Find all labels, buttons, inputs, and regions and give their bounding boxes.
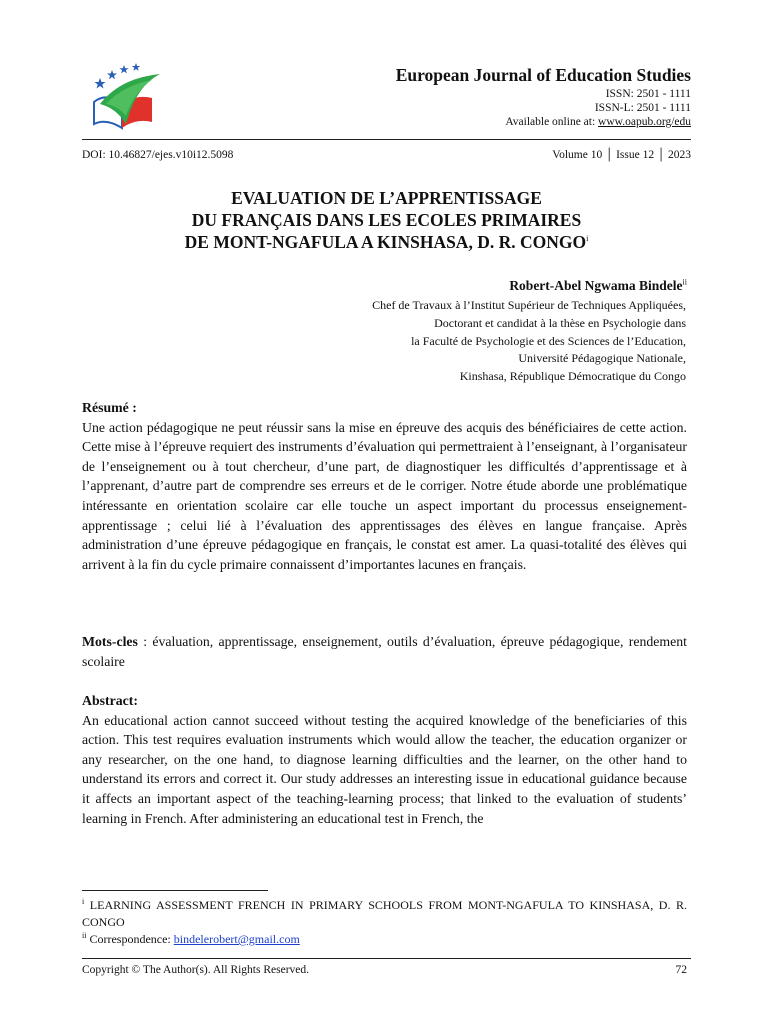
- abstract-heading: Abstract:: [82, 693, 138, 708]
- author: [509, 278, 687, 294]
- resume-heading: Résumé :: [82, 400, 137, 415]
- footer-rule: [82, 958, 691, 959]
- availability: [396, 115, 691, 129]
- abstract-text: An educational action cannot succeed without testing the acquired knowledge of the beneficiaries of this action. This test requires evaluation instruments which would allow the teacher, the education organizer or any researcher, on the one hand, to diagnose learning difficulties and the learner, on the other hand to understand its errors and correct it. Our study addresses an interesting issue in educational guidance because it affects an important aspect of the teaching-learning process; that linked to the evaluation of students’ learning in French. After administering an educational test in French, the: [82, 712, 687, 826]
- correspondence-email-link[interactable]: bindelerobert@gmail.com: [173, 932, 300, 946]
- footnote-2-mark: ii: [82, 931, 87, 940]
- author-footnote-mark: ii: [682, 277, 687, 287]
- author-affiliation: [372, 297, 686, 386]
- journal-logo-icon: [86, 58, 166, 138]
- page-footer: [82, 964, 687, 976]
- footnote-1-text: LEARNING ASSESSMENT FRENCH IN PRIMARY SCHOOLS FROM MONT-NGAFULA TO KINSHASA, D. R. CONGO: [82, 898, 687, 929]
- keywords-label: Mots-cles: [82, 634, 138, 649]
- affiliation-line: Kinshasa, République Démocratique du Congo: [459, 369, 686, 384]
- header-rule: [82, 139, 691, 140]
- doi: DOI: 10.46827/ejes.v10i12.5098: [82, 149, 234, 161]
- journal-info: [396, 64, 691, 129]
- resume-text: Une action pédagogique ne peut réussir sans la mise en épreuve des acquis des bénéficiaires de cette action. Cette mise à l’épreuve requiert des instruments d’évaluation qui permettraient à l’enseignant, à l’organisateur de l’enseignement ou à tout chercheur, d’une part, de diagnostiquer les difficultés d’apprentissage et à l’apprenant, d’autre part de comprendre ses erreurs et de le corriger. Notre étude aborde une problématique intéressante en orientation scolaire car elle touche un aspect important du processus enseignement-apprentissage ; celui lié à l’évaluation des apprentissages des élèves en langue française. Après administration d’une épreuve pédagogique en français, le constat est amer. La quasi-totalité des élèves qui arrivent à la fin du cycle primaire connaissent d’importantes lacunes en français.: [82, 419, 687, 572]
- title-line-3: DE MONT-NGAFULA A KINSHASA, D. R. CONGO: [184, 232, 587, 252]
- resume-section: [82, 398, 687, 574]
- issn-l: ISSN-L: 2501 - 1111: [594, 102, 691, 114]
- title-footnote-mark: i: [586, 234, 589, 244]
- copyright: Copyright © The Author(s). All Rights Reserved.: [82, 964, 310, 976]
- journal-name: European Journal of Education Studies: [395, 65, 691, 85]
- issn: ISSN: 2501 - 1111: [605, 88, 691, 100]
- footnote-1-mark: i: [82, 897, 85, 906]
- article-title: [82, 187, 691, 253]
- title-line-1: EVALUATION DE L’APPRENTISSAGE: [231, 188, 542, 208]
- article-meta: [82, 149, 691, 161]
- footnote-rule: [82, 890, 268, 891]
- author-name: Robert-Abel Ngwama Bindele: [509, 278, 683, 293]
- affiliation-line: Doctorant et candidat à la thèse en Psychologie dans: [434, 315, 686, 330]
- footnote-1: [82, 897, 687, 931]
- available-label: Available online at:: [505, 116, 599, 128]
- title-line-2: DU FRANÇAIS DANS LES ECOLES PRIMAIRES: [191, 210, 582, 230]
- keywords-paragraph: [82, 632, 687, 671]
- page-number: 72: [675, 964, 687, 976]
- keywords-text: : évaluation, apprentissage, enseignement, outils d’évaluation, épreuve pédagogique, rendement scolaire: [82, 634, 687, 669]
- volume-issue-year: Volume 10 │ Issue 12 │ 2023: [552, 149, 691, 161]
- abstract-section: [82, 691, 687, 828]
- affiliation-line: Chef de Travaux à l’Institut Supérieur de Techniques Appliquées,: [372, 298, 686, 312]
- footnote-2-label: Correspondence:: [86, 932, 174, 946]
- journal-url-link[interactable]: www.oapub.org/edu: [598, 116, 691, 128]
- title-line-3-wrap: [82, 231, 691, 253]
- keywords-section: [82, 632, 687, 671]
- footnote-2: [82, 931, 687, 948]
- affiliation-line: Université Pédagogique Nationale,: [518, 351, 686, 366]
- affiliation-line: la Faculté de Psychologie et des Sciences de l’Education,: [411, 333, 686, 348]
